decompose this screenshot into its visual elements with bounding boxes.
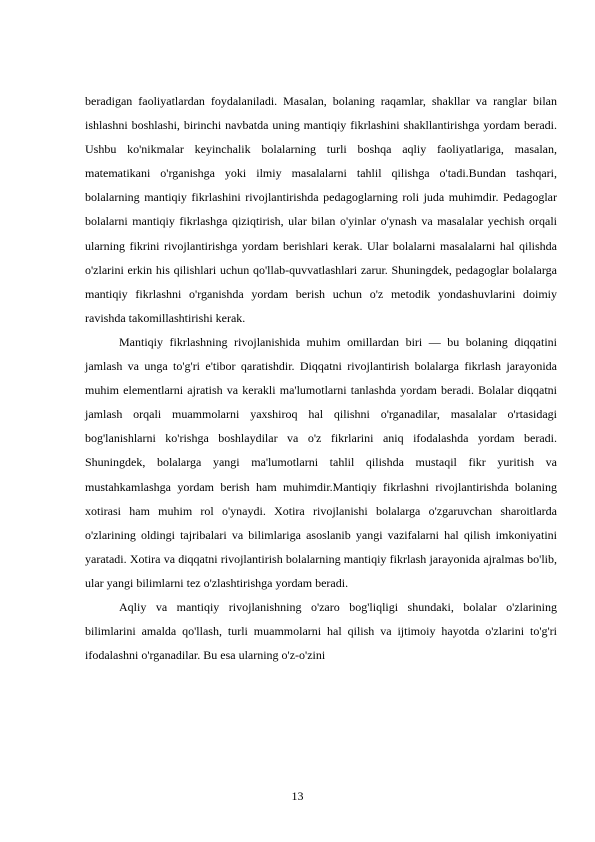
page-number: 13 [291, 789, 304, 803]
paragraph-2: Mantiqiy fikrlashning rivojlanishida muhim omillardan biri — bu bolaning diqqatini jamlash va unga to'g'ri e'tibor qaratishdir. Diqqatni rivojlantirish bolalarga fikrlash jarayonida muhim elementlarni ajratish va kerakli ma'lumotlarni tanlashda yordam beradi. Bolalar diqqatni jamlash orqali muammolarni yaxshiroq hal qilishni o'rganadilar, masalalar o'rtasidagi bog'lanishlarni ko'rishga boshlaydilar va o'z fikrlarini aniq ifodalashda yordam beradi. Shuningdek, bolalarga yangi ma'lumotlarni tahlil qilishda mustaqil fikr yuritish va mustahkamlashga yordam berish ham muhimdir.Mantiqiy fikrlashni rivojlantirishda bolaning xotirasi ham muhim rol o'ynaydi. Xotira rivojlanishi bolalarga o'zgaruvchan sharoitlarda o'zlarining oldingi tajribalari va bilimlariga asoslanib yangi vazifalarni hal qilish imkoniyatini yaratadi. Xotira va diqqatni rivojlantirish bolalarning mantiqiy fikrlash jarayonida ajralmas bo'lib, ular yangi bilimlarni tez o'zlashtirishga yordam beradi. [85, 334, 557, 590]
paragraph-3: Aqliy va mantiqiy rivojlanishning o'zaro bog'liqligi shundaki, bolalar o'zlarining bilimlarini amalda qo'llash, turli muammolarni hal qilish va ijtimoiy hayotda o'zlarini to'g'ri ifodalashni o'rganadilar. Bu esa ularning o'z-o'zini [85, 599, 557, 663]
paragraph-1: beradigan faoliyatlardan foydalaniladi. Masalan, bolaning raqamlar, shakllar va ranglar bilan ishlashni boshlashi, birinchi navbatda uning mantiqiy fikrlashini shakllantirishga yordam beradi. Ushbu ko'nikmalar keyinchalik bolalarning turli boshqa aqliy faoliyatlariga, masalan, matematikani o'rganishga yoki ilmiy masalalarni tahlil qilishga o'tadi.Bundan tashqari, bolalarning mantiqiy fikrlashini rivojlantirishda pedagoglarning roli juda muhimdir. Pedagoglar bolalarni mantiqiy fikrlashga qiziqtirish, ular bilan o'yinlar o'ynash va masalalar yechish orqali ularning fikrini rivojlantirishga yordam berishlari kerak. Ular bolalarni masalalarni hal qilishda o'zlarini erkin his qilishlari uchun qo'llab-quvvatlashlari zarur. Shuningdek, pedagoglar bolalarga mantiqiy fikrlashni o'rganishda yordam berish uchun o'z metodik yondashuvlarini doimiy ravishda takomillashtirishi kerak. [85, 94, 557, 325]
body-text [85, 89, 557, 667]
